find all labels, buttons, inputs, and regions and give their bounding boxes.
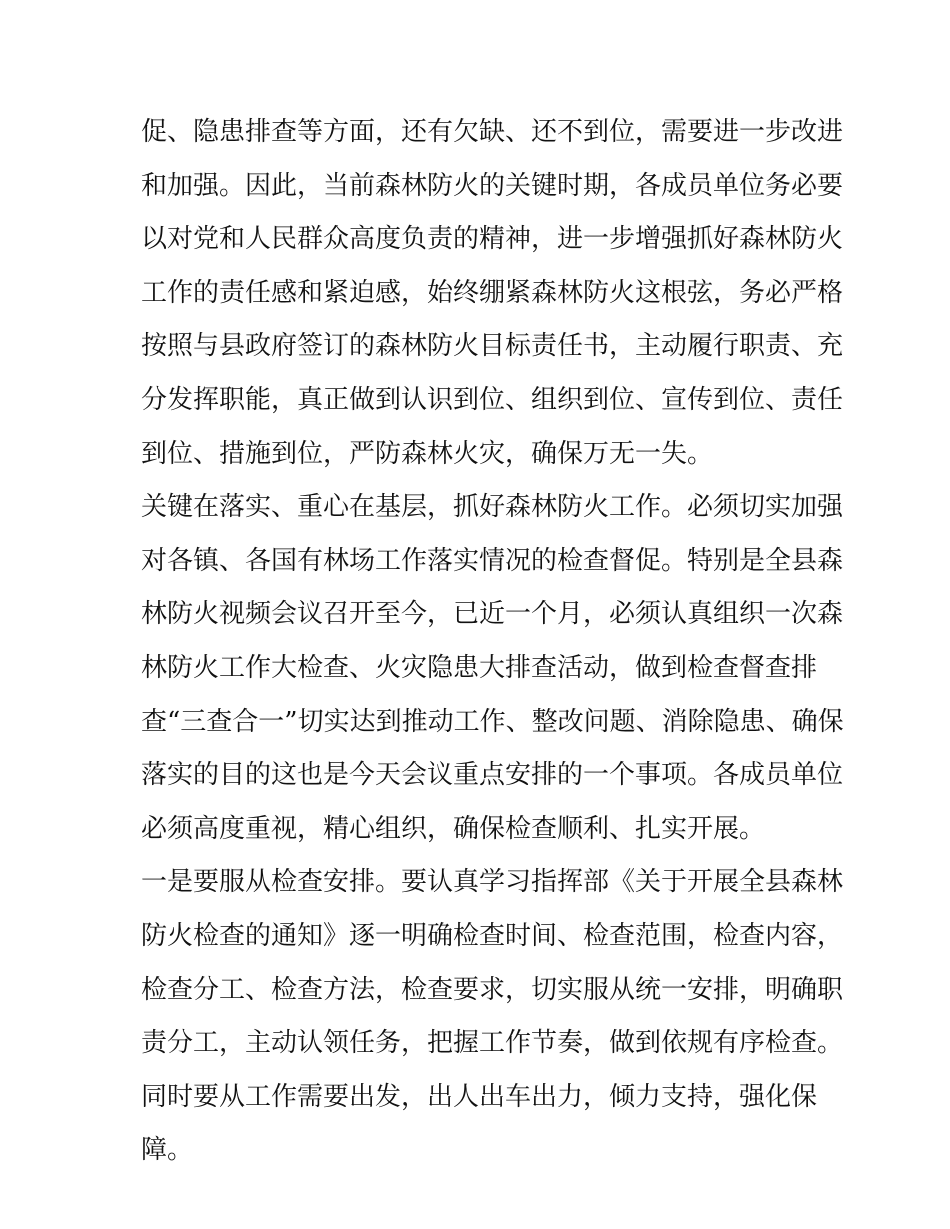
text-line: 障。	[141, 1135, 194, 1166]
text-line: 必须高度重视，精心组织，确保检查顺利、扎实开展。	[141, 813, 766, 844]
text-line: 以对党和人民群众高度负责的精神，进一步增强抓好森林防火	[141, 224, 844, 255]
text-line: 和加强。因此，当前森林防火的关键时期，各成员单位务必要	[141, 170, 844, 201]
text-line: 防火检查的通知》逐一明确检查时间、检查范围，检查内容，	[141, 920, 844, 951]
document-body	[141, 106, 844, 1178]
text-line: 工作的责任感和紧迫感，始终绷紧森林防火这根弦，务必严格	[141, 277, 844, 308]
text-line: 检查分工、检查方法，检查要求，切实服从统一安排，明确职	[141, 974, 844, 1005]
text-line: 责分工，主动认领任务，把握工作节奏，做到依规有序检查。	[141, 1028, 844, 1059]
text-line: 同时要从工作需要出发，出人出车出力，倾力支持，强化保	[141, 1081, 818, 1112]
text-line: 到位、措施到位，严防森林火灾，确保万无一失。	[141, 438, 714, 469]
text-line: 落实的目的这也是今天会议重点安排的一个事项。各成员单位	[141, 760, 844, 791]
text-line: 促、隐患排查等方面，还有欠缺、还不到位，需要进一步改进	[141, 117, 844, 147]
text-line: 林防火工作大检查、火灾隐患大排查活动，做到检查督查排	[141, 652, 818, 683]
text-line: 按照与县政府签订的森林防火目标责任书，主动履行职责、充	[141, 331, 844, 362]
text-line: 林防火视频会议召开至今，已近一个月，必须认真组织一次森	[141, 599, 844, 630]
text-line: 一是要服从检查安排。要认真学习指挥部《关于开展全县森林	[141, 867, 844, 898]
text-line: 关键在落实、重心在基层，抓好森林防火工作。必须切实加强	[141, 492, 844, 523]
text-line: 对各镇、各国有林场工作落实情况的检查督促。特别是全县森	[141, 545, 844, 576]
text-line: 分发挥职能，真正做到认识到位、组织到位、宣传到位、责任	[141, 384, 844, 415]
text-line: 查“三查合一”切实达到推动工作、整改问题、消除隐患、确保	[141, 706, 844, 737]
